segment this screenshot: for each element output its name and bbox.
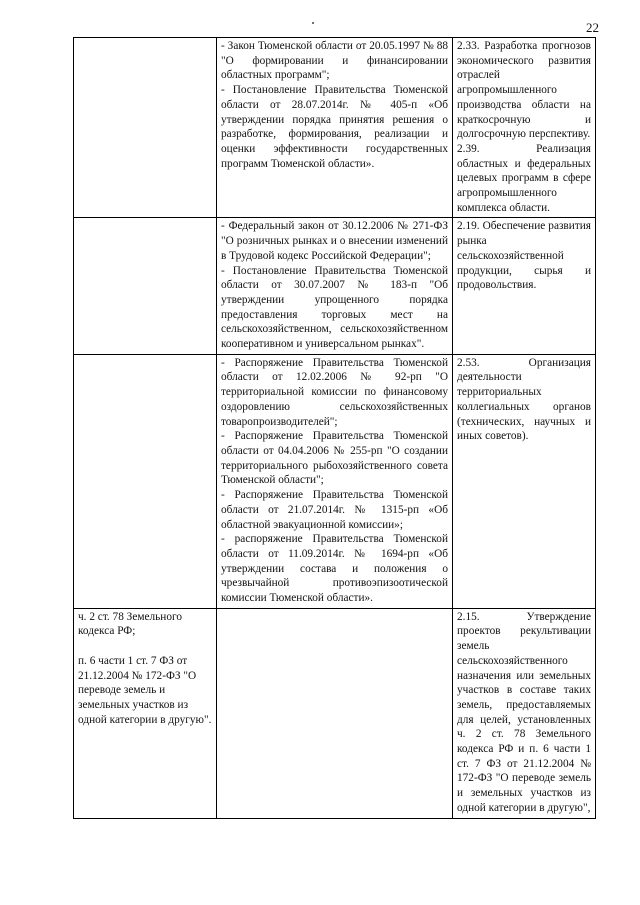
normative-act: - распоряжение Правительства Тюменской области от 11.09.2014г. № 1694-рп «Об утверждении состава и положения о чрезвычайной противоэпизоотической комиссии Тюменской области».: [221, 533, 448, 605]
function-cell: [453, 218, 596, 354]
function-item: 2.19. Обеспечение развития рынка сельскохозяйственной продукции, сырья и продовольствия.: [457, 220, 591, 292]
page-number: 22: [586, 20, 599, 35]
function-cell: [453, 354, 596, 608]
function-cell: [453, 38, 596, 218]
normative-acts-cell: [217, 38, 453, 218]
table-body: [74, 38, 596, 819]
function-item: 2.39. Реализация областных и федеральных целевых программ в сфере агропромышленного комплекса области.: [457, 142, 591, 214]
legal-basis-item: ч. 2 ст. 78 Земельного кодекса РФ;: [78, 610, 182, 638]
normative-act: - Постановление Правительства Тюменской области от 28.07.2014г. № 405-п «Об утверждении порядка принятия решения о разработке, формирования, реализации и оценки эффективности государственных программ Тюменской области».: [221, 84, 448, 170]
normative-acts-cell: [217, 354, 453, 608]
legal-basis-cell: [74, 608, 217, 818]
scan-dot: [312, 22, 314, 24]
table-row: [74, 38, 596, 218]
table-row: [74, 608, 596, 818]
table-row: [74, 218, 596, 354]
paragraph-gap: [78, 639, 212, 654]
normative-act: - Закон Тюменской области от 20.05.1997 № 88 "О формировании и финансировании областных программ";: [221, 40, 448, 82]
table-row: [74, 354, 596, 608]
legal-basis-item: п. 6 части 1 ст. 7 ФЗ от 21.12.2004 № 172-ФЗ "О переводе земель и земельных участков из одной категории в другую".: [78, 654, 212, 726]
function-item: 2.33. Разработка прогнозов экономического развития отраслей агропромышленного производства области на краткосрочную и долгосрочную перспективу.: [457, 40, 591, 141]
legal-basis-cell: [74, 38, 217, 218]
normative-act: - Распоряжение Правительства Тюменской области от 04.04.2006 № 255-рп "О создании территориального рыбохозяйственного совета Тюменской области";: [221, 430, 448, 487]
normative-act: - Распоряжение Правительства Тюменской области от 21.07.2014г. № 1315-рп «Об областной эвакуационной комиссии»;: [221, 489, 448, 531]
document-table: [73, 37, 596, 819]
legal-basis-cell: [74, 354, 217, 608]
function-item: 2.15. Утверждение проектов рекультивации земель сельскохозяйственного назначения или земельных участков в составе таких земель, предоставляемых для целей, установленных ч. 2 ст. 78 Земельного кодекса РФ и п. 6 части 1 ст. 7 ФЗ от 21.12.2004 № 172-ФЗ "О переводе земель и земельных участков из одной категории в другую",: [457, 610, 591, 814]
function-cell: [453, 608, 596, 818]
normative-act: - Федеральный закон от 30.12.2006 № 271-ФЗ "О розничных рынках и о внесении изменений в Трудовой кодекс Российской Федерации";: [221, 220, 448, 262]
normative-act: - Постановление Правительства Тюменской области от 30.07.2007 № 183-п "Об утверждении упрощенного порядка предоставления торговых мест на сельскохозяйственном, сельскохозяйственном кооперативном и универсальном рынках".: [221, 264, 448, 351]
normative-act: - Распоряжение Правительства Тюменской области от 12.02.2006 № 92-рп "О территориальной комиссии по финансовому оздоровлению сельскохозяйственных товаропроизводителей";: [221, 356, 448, 428]
normative-acts-cell: [217, 608, 453, 818]
legal-basis-cell: [74, 218, 217, 354]
function-item: 2.53. Организация деятельности территориальных коллегиальных органов (технических, научных и иных советов).: [457, 356, 591, 443]
normative-acts-cell: [217, 218, 453, 354]
